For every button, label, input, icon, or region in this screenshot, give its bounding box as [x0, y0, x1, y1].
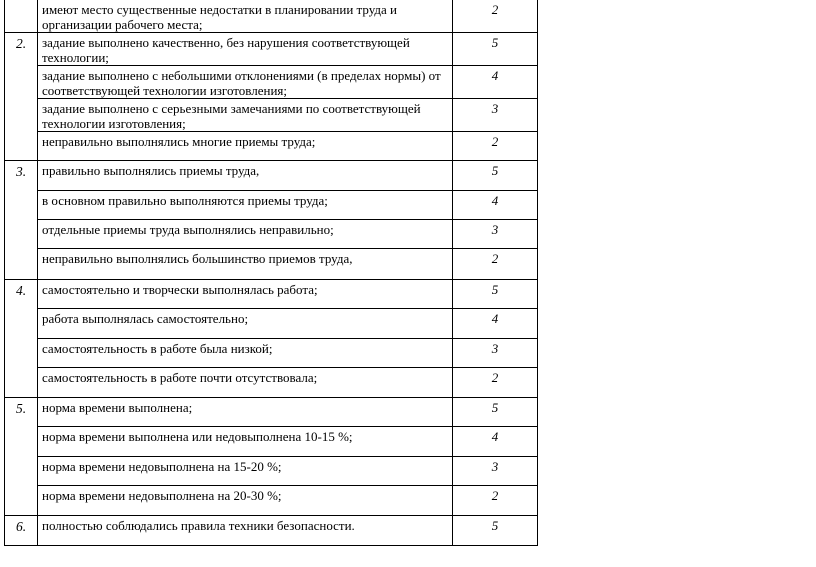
- table-row: [5, 309, 538, 339]
- table-row: [5, 191, 538, 220]
- criterion-score: 2: [453, 368, 538, 398]
- criterion-text: имеют место существенные недостатки в планировании труда и организации рабочего места;: [38, 0, 453, 33]
- criterion-number: [5, 0, 38, 33]
- table-row: [5, 220, 538, 249]
- criterion-text: правильно выполнялись приемы труда,: [38, 161, 453, 191]
- criterion-text: задание выполнено качественно, без нарушения соответствующей технологии;: [38, 33, 453, 66]
- criterion-text: работа выполнялась самостоятельно;: [38, 309, 453, 339]
- criterion-text: норма времени недовыполнена на 20-30 %;: [38, 486, 453, 516]
- criterion-score: 2: [453, 132, 538, 161]
- table-row: [5, 99, 538, 132]
- table-row: [5, 339, 538, 368]
- criterion-text: норма времени недовыполнена на 15-20 %;: [38, 457, 453, 486]
- criterion-text: самостоятельность в работе почти отсутствовала;: [38, 368, 453, 398]
- criterion-score: 3: [453, 99, 538, 132]
- criterion-text: полностью соблюдались правила техники безопасности.: [38, 516, 453, 546]
- criterion-text: отдельные приемы труда выполнялись неправильно;: [38, 220, 453, 249]
- criterion-text: самостоятельно и творчески выполнялась работа;: [38, 280, 453, 309]
- criterion-text: задание выполнено с небольшими отклонениями (в пределах нормы) от соответствующей технологии изготовления;: [38, 66, 453, 99]
- criterion-score: 5: [453, 516, 538, 546]
- criterion-number: 3.: [5, 161, 38, 280]
- grading-table-body: [5, 0, 538, 546]
- criterion-text: норма времени выполнена или недовыполнена 10-15 %;: [38, 427, 453, 457]
- criterion-number: 2.: [5, 33, 38, 161]
- table-row: [5, 457, 538, 486]
- criterion-number: 4.: [5, 280, 38, 398]
- table-row: [5, 0, 538, 33]
- criterion-score: 4: [453, 191, 538, 220]
- criterion-text: в основном правильно выполняются приемы труда;: [38, 191, 453, 220]
- criterion-score: 2: [453, 0, 538, 33]
- table-row: [5, 368, 538, 398]
- grading-table: [4, 0, 538, 546]
- table-row: [5, 33, 538, 66]
- table-row: [5, 132, 538, 161]
- criterion-score: 5: [453, 161, 538, 191]
- criterion-score: 2: [453, 486, 538, 516]
- criterion-score: 3: [453, 457, 538, 486]
- table-row: [5, 280, 538, 309]
- criterion-text: неправильно выполнялись большинство приемов труда,: [38, 249, 453, 280]
- criterion-score: 4: [453, 427, 538, 457]
- criterion-score: 3: [453, 339, 538, 368]
- criterion-score: 3: [453, 220, 538, 249]
- criterion-score: 4: [453, 66, 538, 99]
- criterion-text: неправильно выполнялись многие приемы труда;: [38, 132, 453, 161]
- criterion-score: 5: [453, 280, 538, 309]
- criterion-text: задание выполнено с серьезными замечаниями по соответствующей технологии изготовления;: [38, 99, 453, 132]
- criterion-text: норма времени выполнена;: [38, 398, 453, 427]
- table-row: [5, 398, 538, 427]
- criterion-number: 5.: [5, 398, 38, 516]
- table-row: [5, 249, 538, 280]
- criterion-score: 2: [453, 249, 538, 280]
- criterion-score: 5: [453, 398, 538, 427]
- table-row: [5, 516, 538, 546]
- criterion-number: 6.: [5, 516, 38, 546]
- table-row: [5, 486, 538, 516]
- table-row: [5, 427, 538, 457]
- table-row: [5, 66, 538, 99]
- criterion-score: 5: [453, 33, 538, 66]
- table-row: [5, 161, 538, 191]
- criterion-text: самостоятельность в работе была низкой;: [38, 339, 453, 368]
- criterion-score: 4: [453, 309, 538, 339]
